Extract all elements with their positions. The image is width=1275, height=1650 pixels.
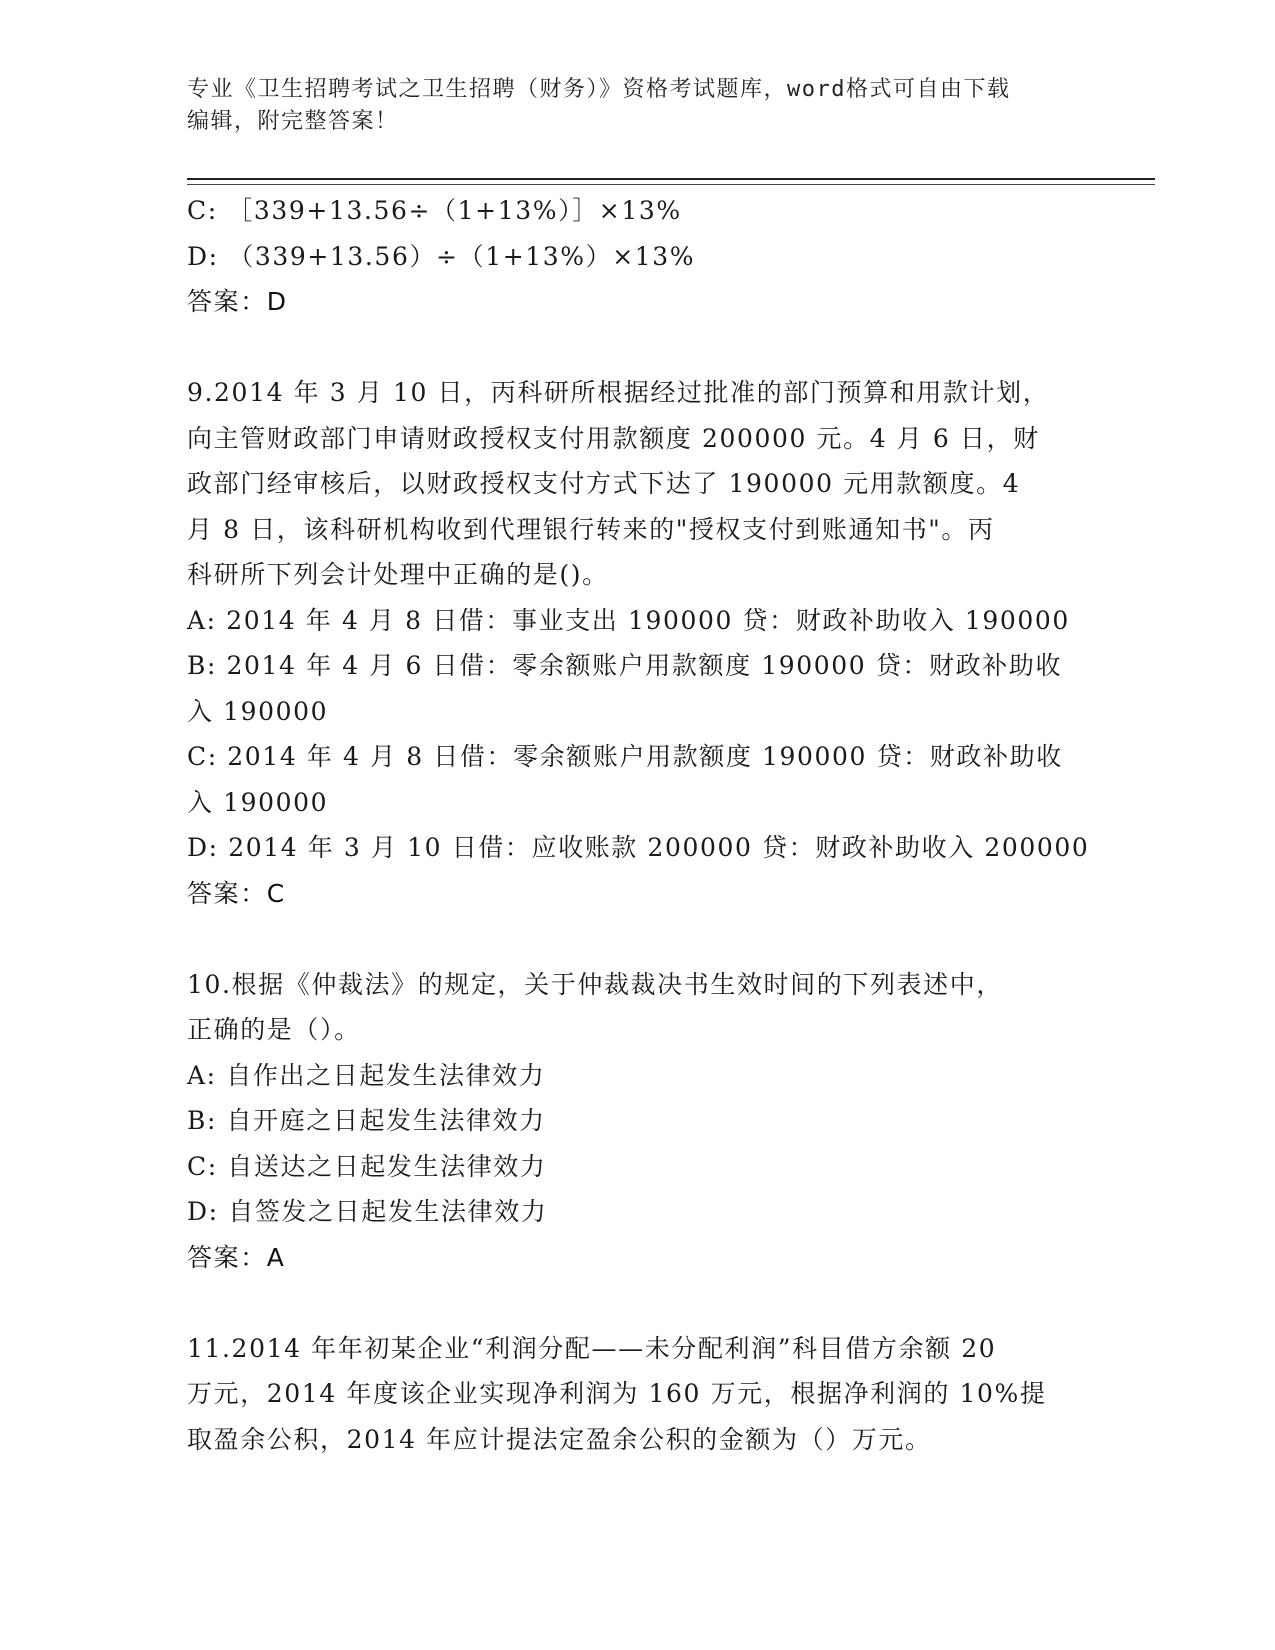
question-11 [187,1326,1067,1463]
spacer [187,1280,1067,1326]
q9-option-b: B: 2014 年 4 月 6 日借：零余额账户用款额度 190000 贷：财政补助收 [187,651,1063,680]
q9-stem-line: 9.2014 年 3 月 10 日，丙科研所根据经过批准的部门预算和用款计划， [187,378,1050,407]
q9-option-b-cont: 入 190000 [187,696,329,726]
q9-option-c-cont: 入 190000 [187,787,329,817]
question-content [187,188,1090,1462]
document-header-note [187,74,1067,138]
header-line-1: 专业《卫生招聘考试之卫生招聘（财务）》资格考试题库，word格式可自由下载 [187,77,1011,102]
q9-option-d: D: 2014 年 3 月 10 日借：应收账款 200000 贷：财政补助收入 200000 [187,833,1090,862]
q8-option-d: D: （339+13.56）÷（1+13%）×13% [187,241,696,271]
q8-option-c: C: ［339+13.56÷（1+13%）］×13% [187,196,682,225]
q9-stem-line: 科研所下列会计处理中正确的是()。 [187,560,609,589]
header-divider-thick [187,178,1155,180]
q9-option-c: C: 2014 年 4 月 8 日借：零余额账户用款额度 190000 贷：财政补助收 [187,742,1063,771]
spacer [187,916,1067,962]
q10-answer: 答案：A [187,1242,286,1272]
header-divider-thin [187,184,1155,185]
q10-option-b: B: 自开庭之日起发生法律效力 [187,1106,546,1135]
q9-stem-line: 月 8 日，该科研机构收到代理银行转来的"授权支付到账通知书"。丙 [187,514,995,544]
q8-answer: 答案：D [187,287,288,316]
q9-stem-line: 向主管财政部门申请财政授权支付用款额度 200000 元。4 月 6 日，财 [187,423,1040,453]
question-9 [187,370,1090,916]
q11-stem-line: 万元，2014 年度该企业实现净利润为 160 万元，根据净利润的 10%提 [187,1379,1047,1408]
q9-answer: 答案：C [187,878,286,908]
q10-option-c: C: 自送达之日起发生法律效力 [187,1151,547,1181]
q11-stem-line: 11.2014 年年初某企业“利润分配——未分配利润”科目借方余额 20 [187,1333,997,1363]
q10-stem-line: 10.根据《仲裁法》的规定，关于仲裁裁决书生效时间的下列表述中， [187,969,1003,999]
question-8 [187,188,1067,325]
q11-stem-line: 取盈余公积，2014 年应计提法定盈余公积的金额为（）万元。 [187,1424,932,1454]
q10-stem-line: 正确的是（）。 [187,1015,361,1044]
question-10 [187,962,1067,1281]
header-line-2: 编辑，附完整答案！ [187,109,399,134]
q10-option-a: A: 自作出之日起发生法律效力 [187,1060,546,1090]
spacer [187,325,1067,371]
q9-stem-line: 政部门经审核后，以财政授权支付方式下达了 190000 元用款额度。4 [187,469,1021,498]
q10-option-d: D: 自签发之日起发生法律效力 [187,1197,548,1226]
q9-option-a: A: 2014 年 4 月 8 日借：事业支出 190000 贷：财政补助收入 190000 [187,605,1070,635]
